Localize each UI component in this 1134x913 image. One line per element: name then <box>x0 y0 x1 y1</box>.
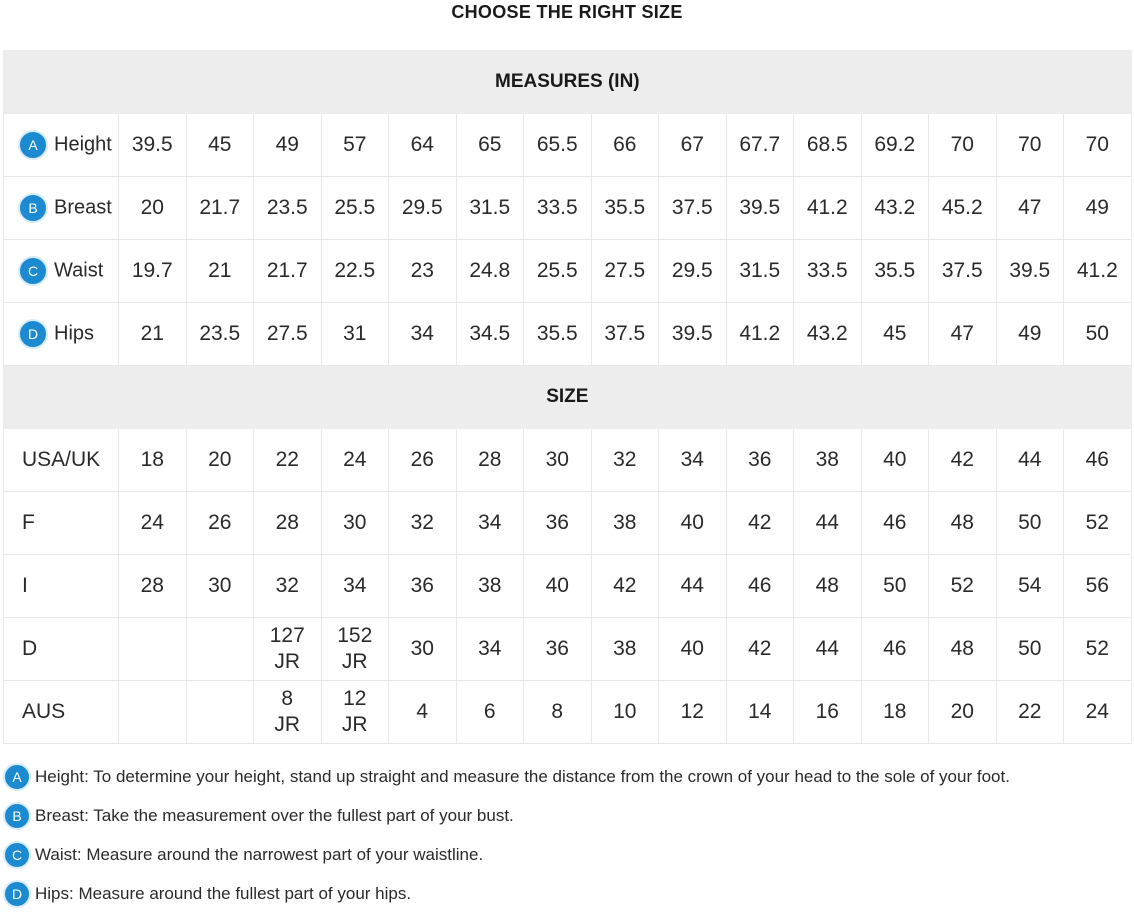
letter-badge-icon: A <box>18 130 48 160</box>
table-row <box>4 492 1132 555</box>
letter-badge-icon: B <box>3 802 31 830</box>
row-label: Height <box>54 133 112 156</box>
table-cell: 20 <box>929 681 997 744</box>
table-cell: 44 <box>794 492 862 555</box>
table-row <box>4 618 1132 681</box>
table-cell: 19.7 <box>119 240 187 303</box>
table-cell: 68.5 <box>794 114 862 177</box>
table-cell: 30 <box>186 555 254 618</box>
table-cell: 24 <box>119 492 187 555</box>
table-cell: 14 <box>726 681 794 744</box>
table-cell: 40 <box>861 429 929 492</box>
table-cell: 23.5 <box>254 177 322 240</box>
table-row <box>4 681 1132 744</box>
table-row <box>4 114 1132 177</box>
table-cell: 31 <box>321 303 389 366</box>
table-cell: 22.5 <box>321 240 389 303</box>
table-cell: 18 <box>119 429 187 492</box>
table-cell <box>186 681 254 744</box>
table-cell: 37.5 <box>929 240 997 303</box>
table-cell: 46 <box>861 618 929 681</box>
row-label-cell <box>4 177 119 240</box>
table-cell: 38 <box>794 429 862 492</box>
table-cell: 54 <box>996 555 1064 618</box>
table-cell: 42 <box>726 492 794 555</box>
table-cell: 22 <box>254 429 322 492</box>
table-cell: 8 <box>524 681 592 744</box>
table-cell: 52 <box>1064 618 1132 681</box>
table-cell <box>186 618 254 681</box>
table-cell: 42 <box>726 618 794 681</box>
table-cell: 26 <box>389 429 457 492</box>
table-cell: 45 <box>186 114 254 177</box>
table-cell: 69.2 <box>861 114 929 177</box>
table-cell: 42 <box>591 555 659 618</box>
cell-value: 127 JR <box>269 624 305 673</box>
table-cell: 47 <box>929 303 997 366</box>
table-cell: 36 <box>524 492 592 555</box>
table-cell: 50 <box>861 555 929 618</box>
table-cell: 36 <box>389 555 457 618</box>
table-cell: 44 <box>659 555 727 618</box>
table-cell: 31.5 <box>456 177 524 240</box>
table-cell: 20 <box>186 429 254 492</box>
table-cell: 43.2 <box>794 303 862 366</box>
table-cell: 38 <box>591 492 659 555</box>
table-cell: 48 <box>929 492 997 555</box>
note-item <box>3 796 1131 835</box>
table-cell: 39.5 <box>119 114 187 177</box>
table-cell: 25.5 <box>321 177 389 240</box>
table-cell: 26 <box>186 492 254 555</box>
table-cell: 25.5 <box>524 240 592 303</box>
table-cell <box>119 618 187 681</box>
table-cell: 30 <box>524 429 592 492</box>
table-cell: 46 <box>1064 429 1132 492</box>
table-cell: 52 <box>929 555 997 618</box>
table-cell: 35.5 <box>591 177 659 240</box>
table-cell: 52 <box>1064 492 1132 555</box>
table-cell: 39.5 <box>659 303 727 366</box>
table-cell: 41.2 <box>794 177 862 240</box>
measurement-notes <box>3 757 1131 913</box>
table-cell <box>321 681 389 744</box>
table-cell: 4 <box>389 681 457 744</box>
letter-badge-icon: D <box>18 319 48 349</box>
row-label-cell <box>4 240 119 303</box>
table-cell: 35.5 <box>524 303 592 366</box>
letter-badge-icon: C <box>3 841 31 869</box>
size-header: SIZE <box>4 366 1132 429</box>
letter-badge-icon: B <box>18 193 48 223</box>
letter-badge-icon: A <box>3 763 31 791</box>
table-cell <box>321 618 389 681</box>
table-cell: 33.5 <box>524 177 592 240</box>
table-cell <box>254 618 322 681</box>
table-cell: 41.2 <box>726 303 794 366</box>
table-cell: 50 <box>1064 303 1132 366</box>
table-cell: 31.5 <box>726 240 794 303</box>
table-cell: 70 <box>1064 114 1132 177</box>
table-cell: 12 <box>659 681 727 744</box>
table-cell: 30 <box>389 618 457 681</box>
cell-value: 8 JR <box>274 687 301 736</box>
table-cell: 35.5 <box>861 240 929 303</box>
letter-badge-icon: D <box>3 880 31 908</box>
table-cell: 44 <box>996 429 1064 492</box>
table-cell: 18 <box>861 681 929 744</box>
table-cell: 24 <box>1064 681 1132 744</box>
table-cell: 56 <box>1064 555 1132 618</box>
table-cell: 49 <box>996 303 1064 366</box>
table-row <box>4 555 1132 618</box>
table-cell: 36 <box>524 618 592 681</box>
table-cell: 45.2 <box>929 177 997 240</box>
table-cell: 38 <box>456 555 524 618</box>
table-cell: 28 <box>119 555 187 618</box>
table-cell: 23.5 <box>186 303 254 366</box>
table-cell: 6 <box>456 681 524 744</box>
table-cell: 33.5 <box>794 240 862 303</box>
table-cell: 32 <box>389 492 457 555</box>
table-cell: 41.2 <box>1064 240 1132 303</box>
table-cell: 10 <box>591 681 659 744</box>
cell-value: 12 JR <box>341 687 368 736</box>
table-cell: 21.7 <box>186 177 254 240</box>
row-label-cell: USA/UK <box>4 429 119 492</box>
measures-header-row <box>4 51 1132 114</box>
row-label-cell <box>4 303 119 366</box>
table-cell: 23 <box>389 240 457 303</box>
table-cell: 67.7 <box>726 114 794 177</box>
table-cell: 21 <box>186 240 254 303</box>
note-item <box>3 835 1131 874</box>
size-chart-table <box>3 50 1132 744</box>
table-cell: 34 <box>659 429 727 492</box>
table-cell: 49 <box>254 114 322 177</box>
size-header-row <box>4 366 1132 429</box>
table-cell: 57 <box>321 114 389 177</box>
table-cell: 29.5 <box>659 240 727 303</box>
note-item <box>3 874 1131 913</box>
table-cell: 44 <box>794 618 862 681</box>
table-cell: 40 <box>524 555 592 618</box>
row-label: Breast <box>54 196 112 219</box>
table-cell <box>254 681 322 744</box>
table-cell: 20 <box>119 177 187 240</box>
table-cell: 27.5 <box>591 240 659 303</box>
table-cell: 39.5 <box>996 240 1064 303</box>
table-row <box>4 177 1132 240</box>
table-cell: 47 <box>996 177 1064 240</box>
table-cell: 48 <box>794 555 862 618</box>
table-cell: 28 <box>456 429 524 492</box>
note-item <box>3 757 1131 796</box>
table-cell: 22 <box>996 681 1064 744</box>
table-cell: 46 <box>861 492 929 555</box>
table-cell: 37.5 <box>591 303 659 366</box>
table-cell: 21.7 <box>254 240 322 303</box>
table-cell: 32 <box>254 555 322 618</box>
note-text: Hips: Measure around the fullest part of your hips. <box>35 883 412 903</box>
note-text: Breast: Take the measurement over the fullest part of your bust. <box>35 805 514 825</box>
table-cell <box>119 681 187 744</box>
letter-badge-icon: C <box>18 256 48 286</box>
table-cell: 50 <box>996 492 1064 555</box>
table-cell: 49 <box>1064 177 1132 240</box>
page-title: CHOOSE THE RIGHT SIZE <box>451 2 683 22</box>
table-cell: 29.5 <box>389 177 457 240</box>
row-label: Hips <box>54 322 95 345</box>
table-cell: 66 <box>591 114 659 177</box>
table-cell: 70 <box>996 114 1064 177</box>
table-cell: 37.5 <box>659 177 727 240</box>
table-cell: 24 <box>321 429 389 492</box>
table-cell: 67 <box>659 114 727 177</box>
table-cell: 34.5 <box>456 303 524 366</box>
table-cell: 40 <box>659 618 727 681</box>
table-cell: 46 <box>726 555 794 618</box>
table-cell: 34 <box>456 618 524 681</box>
table-cell: 34 <box>321 555 389 618</box>
table-cell: 27.5 <box>254 303 322 366</box>
table-cell: 40 <box>659 492 727 555</box>
row-label-cell: D <box>4 618 119 681</box>
row-label-cell: F <box>4 492 119 555</box>
table-cell: 28 <box>254 492 322 555</box>
row-label-cell: I <box>4 555 119 618</box>
note-text: Height: To determine your height, stand up straight and measure the distance from the crown of your head to the sole of your foot. <box>35 766 1010 786</box>
table-cell: 50 <box>996 618 1064 681</box>
table-cell: 70 <box>929 114 997 177</box>
table-cell: 45 <box>861 303 929 366</box>
table-cell: 34 <box>456 492 524 555</box>
row-label: Waist <box>54 259 104 282</box>
table-cell: 39.5 <box>726 177 794 240</box>
measures-header: MEASURES (IN) <box>4 51 1132 114</box>
table-cell: 38 <box>591 618 659 681</box>
table-cell: 65.5 <box>524 114 592 177</box>
row-label-cell: AUS <box>4 681 119 744</box>
note-text: Waist: Measure around the narrowest part of your waistline. <box>35 844 484 864</box>
table-cell: 30 <box>321 492 389 555</box>
table-cell: 65 <box>456 114 524 177</box>
cell-value: 152 JR <box>337 624 373 673</box>
table-cell: 24.8 <box>456 240 524 303</box>
table-cell: 36 <box>726 429 794 492</box>
table-cell: 43.2 <box>861 177 929 240</box>
table-row <box>4 303 1132 366</box>
table-cell: 42 <box>929 429 997 492</box>
table-cell: 32 <box>591 429 659 492</box>
table-cell: 64 <box>389 114 457 177</box>
row-label-cell <box>4 114 119 177</box>
table-cell: 34 <box>389 303 457 366</box>
table-cell: 48 <box>929 618 997 681</box>
table-cell: 16 <box>794 681 862 744</box>
table-row <box>4 240 1132 303</box>
table-cell: 21 <box>119 303 187 366</box>
table-row <box>4 429 1132 492</box>
